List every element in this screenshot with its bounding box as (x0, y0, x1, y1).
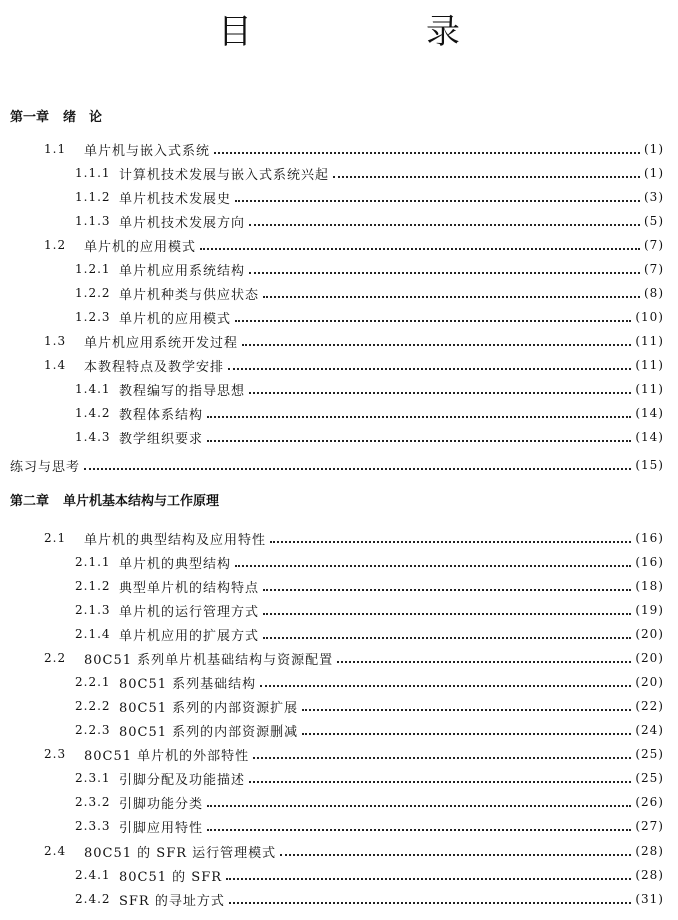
entry-page: (15) (635, 458, 664, 472)
leader-dots (280, 853, 631, 856)
entry-number: 2.3 (44, 747, 67, 761)
entry-page: (22) (635, 699, 664, 713)
toc-entry[interactable] (75, 815, 664, 837)
entry-number: 2.3.3 (75, 819, 111, 833)
entry-title: 引脚分配及功能描述 (119, 772, 246, 788)
leader-dots (337, 660, 631, 663)
toc-entry[interactable] (75, 186, 664, 208)
entry-title: 练习与思考 (10, 459, 81, 475)
leader-dots (235, 319, 631, 322)
entry-title: 80C51 单片机的外部特性 (84, 748, 250, 764)
leader-dots (242, 343, 631, 346)
entry-number: 1.1 (44, 142, 67, 156)
entry-title: 引脚功能分类 (119, 796, 204, 812)
entry-number: 1.2.2 (75, 286, 111, 300)
chapter-number: 第一章 (10, 110, 50, 125)
entry-title: 教程编写的指导思想 (119, 383, 246, 399)
entry-page: (27) (635, 819, 664, 833)
leader-dots (228, 367, 631, 370)
entry-title: 单片机种类与供应状态 (119, 287, 260, 303)
entry-page: (16) (635, 555, 664, 569)
leader-dots (263, 295, 640, 298)
entry-page: (20) (635, 675, 664, 689)
entry-page: (18) (635, 579, 664, 593)
toc-entry[interactable] (75, 258, 664, 280)
entry-number: 2.1.4 (75, 627, 111, 641)
entry-page: (20) (635, 651, 664, 665)
entry-page: (7) (644, 238, 664, 252)
entry-number: 1.4.2 (75, 406, 111, 420)
leader-dots (263, 636, 631, 639)
toc-entry[interactable] (75, 864, 664, 886)
entry-number: 1.2 (44, 238, 67, 252)
entry-number: 1.4 (44, 358, 67, 372)
entry-page: (11) (635, 358, 664, 372)
entry-number: 1.3 (44, 334, 67, 348)
entry-title: 单片机的应用模式 (84, 239, 197, 255)
leader-dots (302, 732, 631, 735)
leader-dots (249, 271, 640, 274)
entry-title: 80C51 系列基础结构 (119, 676, 257, 692)
leader-dots (270, 540, 631, 543)
entry-title: 80C51 的 SFR 运行管理模式 (84, 845, 277, 861)
entry-number: 2.2.3 (75, 723, 111, 737)
entry-title: 单片机应用的扩展方式 (119, 628, 260, 644)
leader-dots (207, 828, 631, 831)
leader-dots (200, 247, 640, 250)
entry-page: (5) (644, 214, 664, 228)
entry-page: (1) (644, 142, 664, 156)
entry-number: 2.4 (44, 844, 67, 858)
entry-title: 典型单片机的结构特点 (119, 580, 260, 596)
entry-title: 单片机应用系统开发过程 (84, 335, 239, 351)
toc-entry[interactable] (75, 282, 664, 304)
leader-dots (229, 901, 632, 904)
toc-entry[interactable] (75, 210, 664, 232)
toc-entry[interactable] (10, 454, 664, 476)
entry-number: 1.4.1 (75, 382, 111, 396)
entry-title: 单片机技术发展方向 (119, 215, 246, 231)
entry-number: 2.4.1 (75, 868, 111, 882)
entry-page: (11) (635, 382, 664, 396)
entry-page: (3) (644, 190, 664, 204)
toc-entry[interactable] (44, 354, 664, 376)
entry-page: (1) (644, 166, 664, 180)
entry-title: 单片机技术发展史 (119, 191, 232, 207)
leader-dots (235, 199, 640, 202)
toc-entry[interactable] (75, 623, 664, 645)
toc-entry[interactable] (75, 426, 664, 448)
entry-title: 80C51 系列单片机基础结构与资源配置 (84, 652, 334, 668)
entry-page: (20) (635, 627, 664, 641)
toc-entry[interactable] (44, 647, 664, 669)
toc-entry[interactable] (75, 162, 664, 184)
entry-page: (8) (644, 286, 664, 300)
entry-number: 2.2.1 (75, 675, 111, 689)
toc-entry[interactable] (44, 743, 664, 765)
toc-entry[interactable] (75, 551, 664, 573)
leader-dots (207, 804, 631, 807)
entry-number: 2.2 (44, 651, 67, 665)
entry-number: 2.1.1 (75, 555, 111, 569)
entry-page: (28) (635, 844, 664, 858)
leader-dots (207, 439, 631, 442)
entry-number: 2.3.2 (75, 795, 111, 809)
entry-title: 80C51 系列的内部资源删减 (119, 724, 299, 740)
entry-page: (25) (635, 771, 664, 785)
entry-title: 单片机的运行管理方式 (119, 604, 260, 620)
toc-entry[interactable] (75, 888, 664, 910)
page-title: 目 录 (218, 12, 530, 52)
toc-entry[interactable] (44, 330, 664, 352)
chapter-heading (10, 106, 102, 125)
entry-title: 单片机的典型结构 (119, 556, 232, 572)
entry-number: 1.1.2 (75, 190, 111, 204)
leader-dots (214, 151, 640, 154)
toc-entry[interactable] (75, 402, 664, 424)
leader-dots (235, 564, 631, 567)
chapter-title: 单片机基本结构与工作原理 (63, 494, 220, 509)
entry-title: 单片机与嵌入式系统 (84, 143, 211, 159)
entry-page: (26) (635, 795, 664, 809)
toc-entry[interactable] (44, 840, 664, 862)
entry-title: 80C51 系列的内部资源扩展 (119, 700, 299, 716)
leader-dots (333, 175, 640, 178)
leader-dots (263, 588, 631, 591)
toc-entry[interactable] (75, 695, 664, 717)
entry-title: 单片机的应用模式 (119, 311, 232, 327)
entry-page: (10) (635, 310, 664, 324)
entry-page: (19) (635, 603, 664, 617)
entry-number: 2.2.2 (75, 699, 111, 713)
entry-page: (24) (635, 723, 664, 737)
entry-number: 1.2.3 (75, 310, 111, 324)
entry-number: 1.2.1 (75, 262, 111, 276)
leader-dots (249, 780, 631, 783)
chapter-heading (10, 490, 219, 509)
entry-title: 单片机的典型结构及应用特性 (84, 532, 267, 548)
toc-entry[interactable] (44, 138, 664, 160)
leader-dots (207, 415, 631, 418)
leader-dots (263, 612, 631, 615)
toc-entry[interactable] (75, 671, 664, 693)
entry-title: 单片机应用系统结构 (119, 263, 246, 279)
entry-page: (25) (635, 747, 664, 761)
toc-entry[interactable] (75, 599, 664, 621)
entry-title: 计算机技术发展与嵌入式系统兴起 (119, 167, 330, 183)
entry-title: 教学组织要求 (119, 431, 204, 447)
entry-page: (11) (635, 334, 664, 348)
leader-dots (226, 877, 631, 880)
entry-number: 2.1.3 (75, 603, 111, 617)
entry-number: 2.1.2 (75, 579, 111, 593)
entry-title: 本教程特点及教学安排 (84, 359, 225, 375)
leader-dots (260, 684, 631, 687)
entry-number: 1.1.1 (75, 166, 111, 180)
entry-title: 80C51 的 SFR (119, 869, 223, 885)
entry-title: 教程体系结构 (119, 407, 204, 423)
entry-page: (14) (635, 430, 664, 444)
leader-dots (302, 708, 631, 711)
toc-entry[interactable] (75, 719, 664, 741)
entry-page: (31) (635, 892, 664, 906)
toc-entry[interactable] (75, 306, 664, 328)
leader-dots (84, 467, 631, 470)
toc-entry[interactable] (75, 378, 664, 400)
toc-entry[interactable] (44, 234, 664, 256)
chapter-title: 绪 论 (63, 110, 103, 125)
entry-page: (7) (644, 262, 664, 276)
toc-entry[interactable] (44, 527, 664, 549)
entry-page: (14) (635, 406, 664, 420)
entry-number: 1.4.3 (75, 430, 111, 444)
leader-dots (249, 223, 640, 226)
entry-title: SFR 的寻址方式 (119, 893, 225, 909)
entry-page: (28) (635, 868, 664, 882)
chapter-number: 第二章 (10, 494, 50, 509)
entry-page: (16) (635, 531, 664, 545)
toc-entry[interactable] (75, 575, 664, 597)
toc-entry[interactable] (75, 767, 664, 789)
entry-number: 2.1 (44, 531, 67, 545)
entry-title: 引脚应用特性 (119, 820, 204, 836)
toc-entry[interactable] (75, 791, 664, 813)
entry-number: 2.3.1 (75, 771, 111, 785)
leader-dots (249, 391, 631, 394)
entry-number: 1.1.3 (75, 214, 111, 228)
leader-dots (253, 756, 631, 759)
entry-number: 2.4.2 (75, 892, 111, 906)
